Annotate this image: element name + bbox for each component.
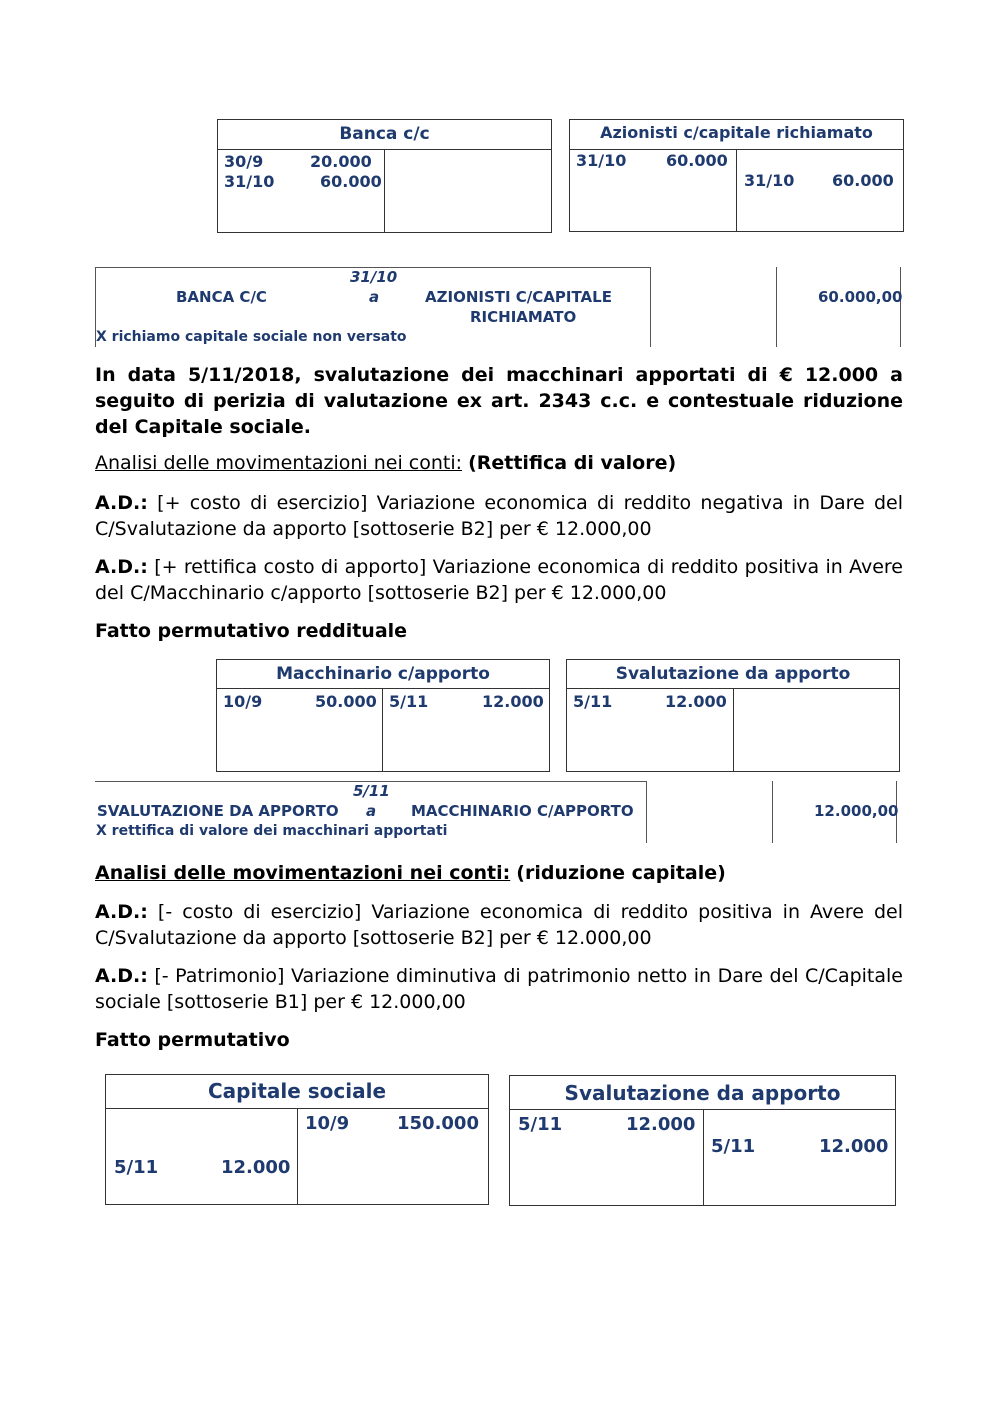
t-account-svalutazione-mid: [566, 659, 900, 772]
t-account-capitale: [105, 1074, 489, 1205]
analysis-note: (riduzione capitale): [516, 862, 726, 884]
paragraph-event: In data 5/11/2018, svalutazione dei macchinari apportati di € 12.000 a seguito di perizia di valutazione ex art. 2343 c.c. e contestuale riduzione del Capitale sociale.: [95, 364, 903, 438]
ad-text: [+ rettifica costo di apporto] Variazione economica di reddito positiva in Avere del C/Macchinario c/apporto [sottoserie B2] per € 12.000,00: [95, 556, 903, 604]
entry-date: 10/9: [305, 1113, 350, 1134]
entry-date: 5/11: [573, 692, 613, 711]
journal-amount: 60.000,00: [818, 288, 903, 306]
journal-credit-account: RICHIAMATO: [470, 308, 577, 326]
analysis-label: Analisi delle movimentazioni nei conti:: [95, 452, 463, 474]
ad-paragraph-2: [95, 554, 903, 606]
fatto-heading-2: Fatto permutativo: [95, 1029, 290, 1051]
journal-col-rule: [900, 267, 901, 347]
entry-amount: 12.000: [482, 692, 544, 711]
entry-date: 10/9: [223, 692, 263, 711]
t-account-title: Svalutazione da apporto: [510, 1076, 895, 1110]
journal-col-rule: [650, 267, 651, 347]
t-account-divider: [703, 1109, 704, 1205]
journal-debit-account: BANCA C/C: [176, 288, 267, 306]
t-account-macchinario: [216, 659, 550, 772]
entry-amount: 60.000: [832, 171, 894, 190]
analysis-heading-1: [95, 450, 903, 476]
t-account-divider: [733, 688, 734, 771]
journal-description: X rettifica di valore dei macchinari apportati: [96, 823, 448, 839]
analysis-note: (Rettifica di valore): [468, 452, 677, 474]
t-account-divider: [736, 149, 737, 231]
ad-paragraph-3: [95, 899, 903, 951]
t-account-banca: [217, 119, 552, 233]
t-account-title: Azionisti c/capitale richiamato: [570, 120, 903, 150]
entry-date: 31/10: [576, 151, 627, 170]
t-account-azionisti: [569, 119, 904, 232]
t-account-title: Macchinario c/apporto: [217, 660, 549, 689]
journal-col-rule: [772, 781, 773, 843]
analysis-label: Analisi delle movimentazioni nei conti:: [95, 862, 511, 884]
fatto-heading-1: Fatto permutativo reddituale: [95, 620, 408, 642]
entry-date: 5/11: [711, 1136, 756, 1157]
t-account-title: Banca c/c: [218, 120, 551, 150]
journal-connector: a: [366, 802, 377, 820]
t-account-divider: [384, 149, 385, 232]
entry-amount: 60.000: [320, 172, 382, 191]
entry-amount: 150.000: [397, 1113, 479, 1134]
ad-paragraph-1: [95, 490, 903, 542]
ad-prefix: A.D.:: [95, 556, 148, 578]
t-account-svalutazione-bottom: [509, 1075, 896, 1206]
journal-credit-account: AZIONISTI C/CAPITALE: [425, 288, 612, 306]
entry-date: 31/10: [744, 171, 795, 190]
t-account-divider: [382, 688, 383, 771]
t-account-title: Capitale sociale: [106, 1075, 488, 1109]
ad-prefix: A.D.:: [95, 492, 148, 514]
entry-date: 5/11: [389, 692, 429, 711]
journal-date: 31/10: [350, 268, 398, 286]
entry-amount: 12.000: [221, 1157, 291, 1178]
entry-amount: 12.000: [819, 1136, 889, 1157]
journal-col-rule: [646, 781, 647, 843]
entry-date: 30/9: [224, 152, 264, 171]
journal-date: 5/11: [353, 782, 390, 800]
journal-amount: 12.000,00: [814, 802, 899, 820]
analysis-heading-2: [95, 860, 903, 886]
ad-prefix: A.D.:: [95, 901, 148, 923]
entry-amount: 20.000: [310, 152, 372, 171]
entry-amount: 12.000: [665, 692, 727, 711]
ad-text: [- Patrimonio] Variazione diminutiva di patrimonio netto in Dare del C/Capitale sociale [sottoserie B1] per € 12.000,00: [95, 965, 903, 1013]
ad-text: [- costo di esercizio] Variazione economica di reddito positiva in Avere del C/Svalutazione da apporto [sottoserie B2] per € 12.000,00: [95, 901, 903, 949]
ad-paragraph-4: [95, 963, 903, 1015]
ad-prefix: A.D.:: [95, 965, 148, 987]
entry-date: 5/11: [518, 1114, 563, 1135]
entry-date: 5/11: [114, 1157, 159, 1178]
entry-amount: 60.000: [666, 151, 728, 170]
journal-description: X richiamo capitale sociale non versato: [96, 329, 407, 345]
journal-connector: a: [369, 288, 380, 306]
entry-date: 31/10: [224, 172, 275, 191]
journal-col-rule: [776, 267, 777, 347]
journal-debit-account: SVALUTAZIONE DA APPORTO: [97, 802, 339, 820]
t-account-title: Svalutazione da apporto: [567, 660, 899, 689]
entry-amount: 12.000: [626, 1114, 696, 1135]
entry-amount: 50.000: [315, 692, 377, 711]
journal-credit-account: MACCHINARIO C/APPORTO: [411, 802, 634, 820]
t-account-divider: [297, 1108, 298, 1204]
ad-text: [+ costo di esercizio] Variazione economica di reddito negativa in Dare del C/Svalutazione da apporto [sottoserie B2] per € 12.000,00: [95, 492, 903, 540]
